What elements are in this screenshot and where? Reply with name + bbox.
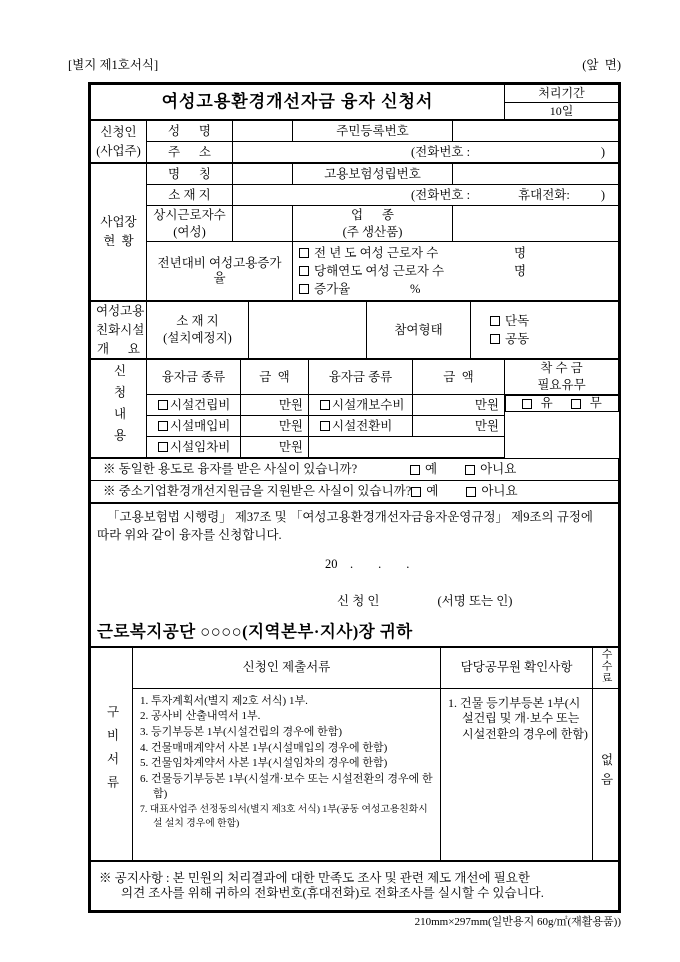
joint-option: 공동 [476,330,613,348]
applicant-section-label: 신청인 (사업주) [91,121,147,163]
submit-item: 1. 투자계획서(별지 제2호 서식) 1부. [140,694,308,707]
addressee: 근로복지공단 ○○○○(지역본부·지사)장 귀하 [97,622,413,641]
prev-year-workers-row: 전 년 도 여성 근로자 수 명 [299,244,612,262]
notice-line-2: 의견 조사를 위해 귀하의 전화번호(휴대전화)로 전화조사를 실시할 수 있습니다. [121,885,544,900]
employment-insurance-number-label: 고용보험성립번호 [293,164,453,185]
question-1: ※ 동일한 용도로 융자를 받은 사실이 있습니까? 예 아니요 [91,459,619,481]
lease-amount-field[interactable]: 만원 [241,437,309,458]
declaration-line-1: 「고용보험법 시행령」 제37조 및 「여성고용환경개선자금융자운영규정」 제9조의 규정에 [107,510,593,524]
amount-header-1: 금 액 [241,360,309,395]
empty-cell [309,437,505,458]
downpayment-header: 착 수 금 필요유무 [505,360,619,395]
rrn-field[interactable] [453,121,619,142]
address-field[interactable] [233,142,619,163]
checkbox-q1-yes[interactable] [410,465,420,475]
business-name-label: 명 칭 [147,164,233,185]
questions-table [90,458,619,503]
name-field[interactable] [233,121,293,142]
title-table [90,84,619,120]
official-check-header: 담당공무원 확인사항 [441,647,593,688]
loan-type-header-1: 융자금 종류 [147,360,241,395]
applicant-table [90,120,619,163]
loan-section-label: 신청내용 [91,360,147,458]
workplace-phone-paren: ) [600,187,605,202]
loan-table [90,359,619,458]
submit-documents-header: 신청인 제출서류 [133,647,441,688]
workplace-location-field[interactable] [233,185,619,206]
declaration-table [90,503,619,647]
fee-value-cell: 없음 [593,688,619,860]
industry-label: 업 종 (주 생산품) [293,206,453,242]
fee-header: 수수료 [593,647,619,688]
signer-label: 신 청 인 [337,594,380,608]
single-option: 단독 [476,312,613,330]
checkbox-purchase-cost[interactable] [158,421,168,431]
checkbox-single[interactable] [490,316,500,326]
growth-rate-detail [293,242,619,301]
facility-location-label: 소 재 지 (설치예정지) [147,302,249,359]
name-label: 성 명 [147,121,233,142]
loan-type-header-2: 융자금 종류 [309,360,413,395]
form-code: [별지 제1호서식] [68,58,159,72]
signature-note: (서명 또는 인) [437,594,513,608]
checkbox-downpay-no[interactable] [571,399,581,409]
employment-insurance-number-field[interactable] [453,164,619,185]
page-header-row [68,58,621,73]
submit-item: 6. 건물등기부등본 1부(시설개·보수 또는 시설전환의 경우에 한함) [140,772,433,801]
unit-label: % [410,281,421,296]
amount-header-2: 금 액 [413,360,505,395]
declaration-block [91,504,619,647]
form-title: 여성고용환경개선자금 융자 신청서 [91,85,505,120]
page-side-label: (앞 면) [582,58,621,72]
processing-period-label: 처리기간 [505,85,619,103]
repair-amount-field[interactable]: 만원 [413,395,505,416]
checkbox-q2-yes[interactable] [411,487,421,497]
submit-item: 4. 건물매매계약서 사본 1부(시설매입의 경우에 한함) [140,741,388,754]
facility-location-field[interactable] [249,302,367,359]
workplace-phone-label: (전화번호 : [411,187,471,202]
date-line[interactable]: 20 . . . [325,557,410,571]
processing-period-value: 10일 [505,102,619,120]
notice-table [90,861,619,911]
documents-table [90,647,619,861]
participation-options [471,302,619,359]
facility-table [90,301,619,359]
signature-line [97,594,608,609]
workplace-section-label: 사업장 현 황 [91,164,147,301]
rrn-label: 주민등록번호 [293,121,453,142]
industry-field[interactable] [453,206,619,242]
question-2: ※ 중소기업환경개선지원금을 지원받은 사실이 있습니까? 예 아니요 [91,481,619,503]
purchase-amount-field[interactable]: 만원 [241,416,309,437]
checkbox-downpay-yes[interactable] [522,399,532,409]
official-item: 1. 건물 등기부등본 1부(시설건립 및 개·보수 또는 시설전환의 경우에 한함) [448,695,588,741]
conversion-cost-cell: 시설전환비 [309,416,413,437]
lease-cost-cell: 시설임차비 [147,437,241,458]
paper-spec-note: 210mm×297mm(일반용지 60g/㎡(재활용품)) [414,915,621,928]
checkbox-repair-cost[interactable] [320,400,330,410]
construction-cost-cell: 시설건립비 [147,395,241,416]
participation-type-label: 참여형태 [367,302,471,359]
current-year-workers-row: 당해연도 여성 근로자 수 명 [299,262,612,280]
downpayment-options: 유 무 [505,395,619,412]
official-check-list [441,688,593,860]
checkbox-joint[interactable] [490,334,500,344]
purchase-cost-cell: 시설매입비 [147,416,241,437]
growth-rate-row: 증가율 % [299,280,612,298]
address-label: 주 소 [147,142,233,163]
application-form [88,82,621,913]
submit-item: 7. 대표사업주 선정동의서(별지 제3호 서식) 1부(공동 여성고용친화시설 설치 경우에 한함) [140,804,428,829]
submit-documents-list [133,688,441,860]
applicant-phone-label: (전화번호 : [411,144,471,159]
declaration-line-2: 따라 위와 같이 융자를 신청합니다. [97,528,282,542]
workplace-table [90,163,619,301]
workplace-location-label: 소 재 지 [147,185,233,206]
checkbox-current-year-workers[interactable] [299,266,309,276]
checkbox-prev-year-workers[interactable] [299,248,309,258]
submit-item: 5. 건물임차계약서 사본 1부(시설임차의 경우에 한함) [140,757,388,770]
submit-item: 3. 등기부등본 1부(시설건립의 경우에 한함) [140,726,343,739]
checkbox-q2-no[interactable] [466,487,476,497]
checkbox-conversion-cost[interactable] [320,421,330,431]
applicant-phone-paren: ) [600,144,605,159]
regular-workers-label: 상시근로자수 (여성) [147,206,233,242]
unit-label: 명 [514,263,527,278]
checkbox-construction-cost[interactable] [158,400,168,410]
submit-item: 2. 공사비 산출내역서 1부. [140,710,261,723]
repair-cost-cell: 시설개보수비 [309,395,413,416]
business-name-field[interactable] [233,164,293,185]
conversion-amount-field[interactable]: 만원 [413,416,505,437]
notice-line-1: ※ 공지사항 : 본 민원의 처리결과에 대한 만족도 조사 및 관련 제도 개선에 필요한 [99,870,530,885]
workplace-mobile-label: 휴대전화: [518,187,570,202]
unit-label: 명 [514,245,527,260]
regular-workers-field[interactable] [233,206,293,242]
notice-block [91,861,619,910]
checkbox-lease-cost[interactable] [158,442,168,452]
checkbox-growth-rate[interactable] [299,284,309,294]
documents-section-label: 구비서류 [91,647,133,860]
checkbox-q1-no[interactable] [465,465,475,475]
construction-amount-field[interactable]: 만원 [241,395,309,416]
facility-section-label: 여성고용 친화시설 개 요 [91,302,147,359]
growth-rate-label: 전년대비 여성고용증가율 [147,242,293,301]
